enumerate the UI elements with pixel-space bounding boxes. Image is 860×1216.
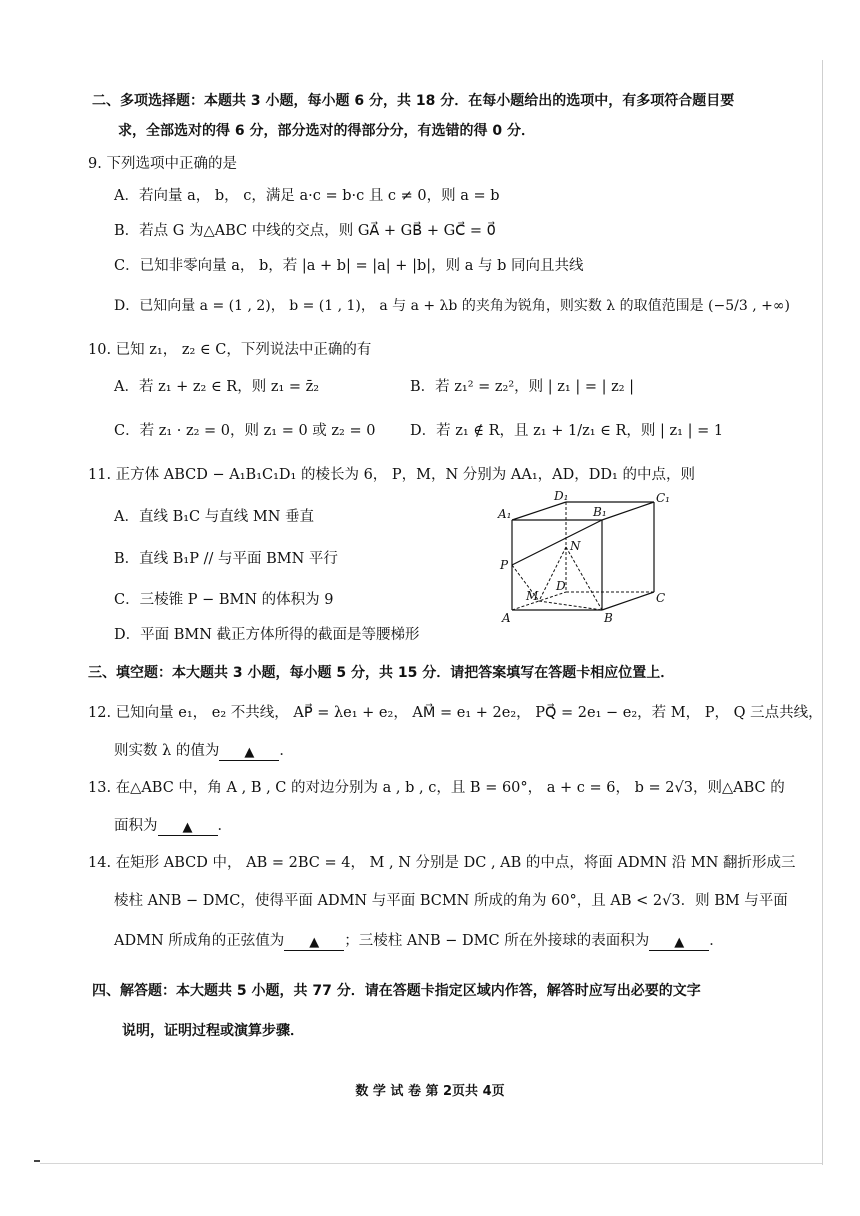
q11-option-a: A．直线 B₁C 与直线 MN 垂直 [114,509,315,525]
q11-option-d: D．平面 BMN 截正方体所得的截面是等腰梯形 [114,627,420,643]
q10-option-d: D．若 z₁ ∉ R，且 z₁ + 1/z₁ ∈ R，则 | z₁ | = 1 [410,423,724,439]
page-footer: 数 学 试 卷 第 2页共 4页 [355,1084,505,1099]
label-n: N [570,539,581,553]
q13-line2 [114,816,232,836]
q13-answer-blank [158,817,218,836]
q12-suffix: ． [279,743,294,759]
q14-line1: 14. 在矩形 ABCD 中， AB = 2BC = 4， M , N 分别是 DC , AB 的中点，将面 ADMN 沿 MN 翻折形成三 [88,855,796,871]
q12-line2 [114,741,294,761]
q14-answer-blank-2 [649,932,709,951]
q14-part-c: ． [709,933,724,949]
label-d1: D₁ [554,490,569,503]
segment-n-b [566,547,602,610]
q14-part-a: ADMN 所成角的正弦值为 [114,933,285,949]
page-edge-right [822,60,823,1165]
segment-m-b [539,601,602,610]
label-c1: C₁ [656,491,670,505]
q10-option-c: C．若 z₁ · z₂ = 0，则 z₁ = 0 或 z₂ = 0 [114,423,376,439]
q14-blank1-marker: ▲ [309,935,320,950]
q14-line3 [114,931,724,951]
q14-line2: 棱柱 ANB − DMC，使得平面 ADMN 与平面 BCMN 所成的角为 60°，且 AB < 2√3．则 BM 与平面 [114,893,788,909]
label-d: D [556,579,566,593]
cube-figure [490,490,680,630]
q14-part-b: ；三棱柱 ANB − DMC 所在外接球的表面积为 [344,933,650,949]
q12-answer-blank [219,742,279,761]
label-a: A [502,611,511,625]
q12-prefix: 则实数 λ 的值为 [114,743,220,759]
q9-option-b: B．若点 G 为△ABC 中线的交点，则 GA⃗ + GB⃗ + GC⃗ = 0⃗ [114,223,496,239]
q10-option-a: A．若 z₁ + z₂ ∈ R，则 z₁ = z̄₂ [114,379,320,395]
label-m: M [526,589,539,603]
label-b: B [604,611,613,625]
section4-header-line1: 四、解答题：本大题共 5 小题，共 77 分．请在答题卡指定区域内作答，解答时应写出必要的文字 [92,983,701,999]
label-c: C [656,591,666,605]
q9-option-a: A．若向量 a， b， c，满足 a·c = b·c 且 c ≠ 0，则 a = b [114,188,500,204]
edge-a1-d1 [512,502,566,520]
q13-suffix: ． [217,818,232,834]
q13-blank-marker: ▲ [182,820,193,835]
page-edge-bottom [40,1163,822,1164]
label-b1: B₁ [593,505,607,519]
q12-line1: 12. 已知向量 e₁， e₂ 不共线， AP⃗ = λe₁ + e₂， AM⃗ = e₁ + 2e₂， PQ⃗ = 2e₁ − e₂，若 M， P， Q 三点共线， [88,705,823,721]
q12-blank-marker: ▲ [244,745,255,760]
edge-b1-c1 [602,502,654,520]
q14-blank2-marker: ▲ [674,935,685,950]
label-p: P [500,558,509,572]
q9-option-c: C．已知非零向量 a， b，若 |a + b| = |a| + |b|，则 a 与 b 同向且共线 [114,258,584,274]
edge-b-c [602,592,654,610]
label-a1: A₁ [498,507,512,521]
q10-stem: 10. 已知 z₁， z₂ ∈ C，下列说法中正确的有 [88,342,372,358]
section3-header: 三、填空题：本大题共 3 小题，每小题 5 分，共 15 分．请把答案填写在答题卡相应位置上． [88,665,675,681]
section4-header-line2: 说明，证明过程或演算步骤． [122,1023,304,1039]
q13-line1: 13. 在△ABC 中，角 A , B , C 的对边分别为 a , b , c，且 B = 60°， a + c = 6， b = 2√3，则△ABC 的 [88,780,785,796]
q13-prefix: 面积为 [114,818,158,834]
q14-answer-blank-1 [284,932,344,951]
segment-p-b1 [512,520,602,565]
section2-header-line2: 求，全部选对的得 6 分，部分选对的得部分分，有选错的得 0 分． [118,123,535,139]
q11-option-b: B．直线 B₁P // 与平面 BMN 平行 [114,551,338,567]
q10-option-b: B．若 z₁² = z₂²，则 | z₁ | = | z₂ | [410,379,635,395]
q11-stem: 11. 正方体 ABCD − A₁B₁C₁D₁ 的棱长为 6， P，M，N 分别为 AA₁，AD，DD₁ 的中点，则 [88,467,695,483]
q9-stem: 9. 下列选项中正确的是 [88,156,237,172]
section2-header-line1: 二、多项选择题：本题共 3 小题，每小题 6 分，共 18 分．在每小题给出的选项中，有多项符合题目要 [92,93,735,109]
q9-option-d: D．已知向量 a = (1 , 2)， b = (1 , 1)， a 与 a + λb 的夹角为锐角，则实数 λ 的取值范围是 (−5/3 , +∞) [114,298,790,314]
corner-mark [34,1160,40,1162]
q11-option-c: C．三棱锥 P − BMN 的体积为 9 [114,592,334,608]
